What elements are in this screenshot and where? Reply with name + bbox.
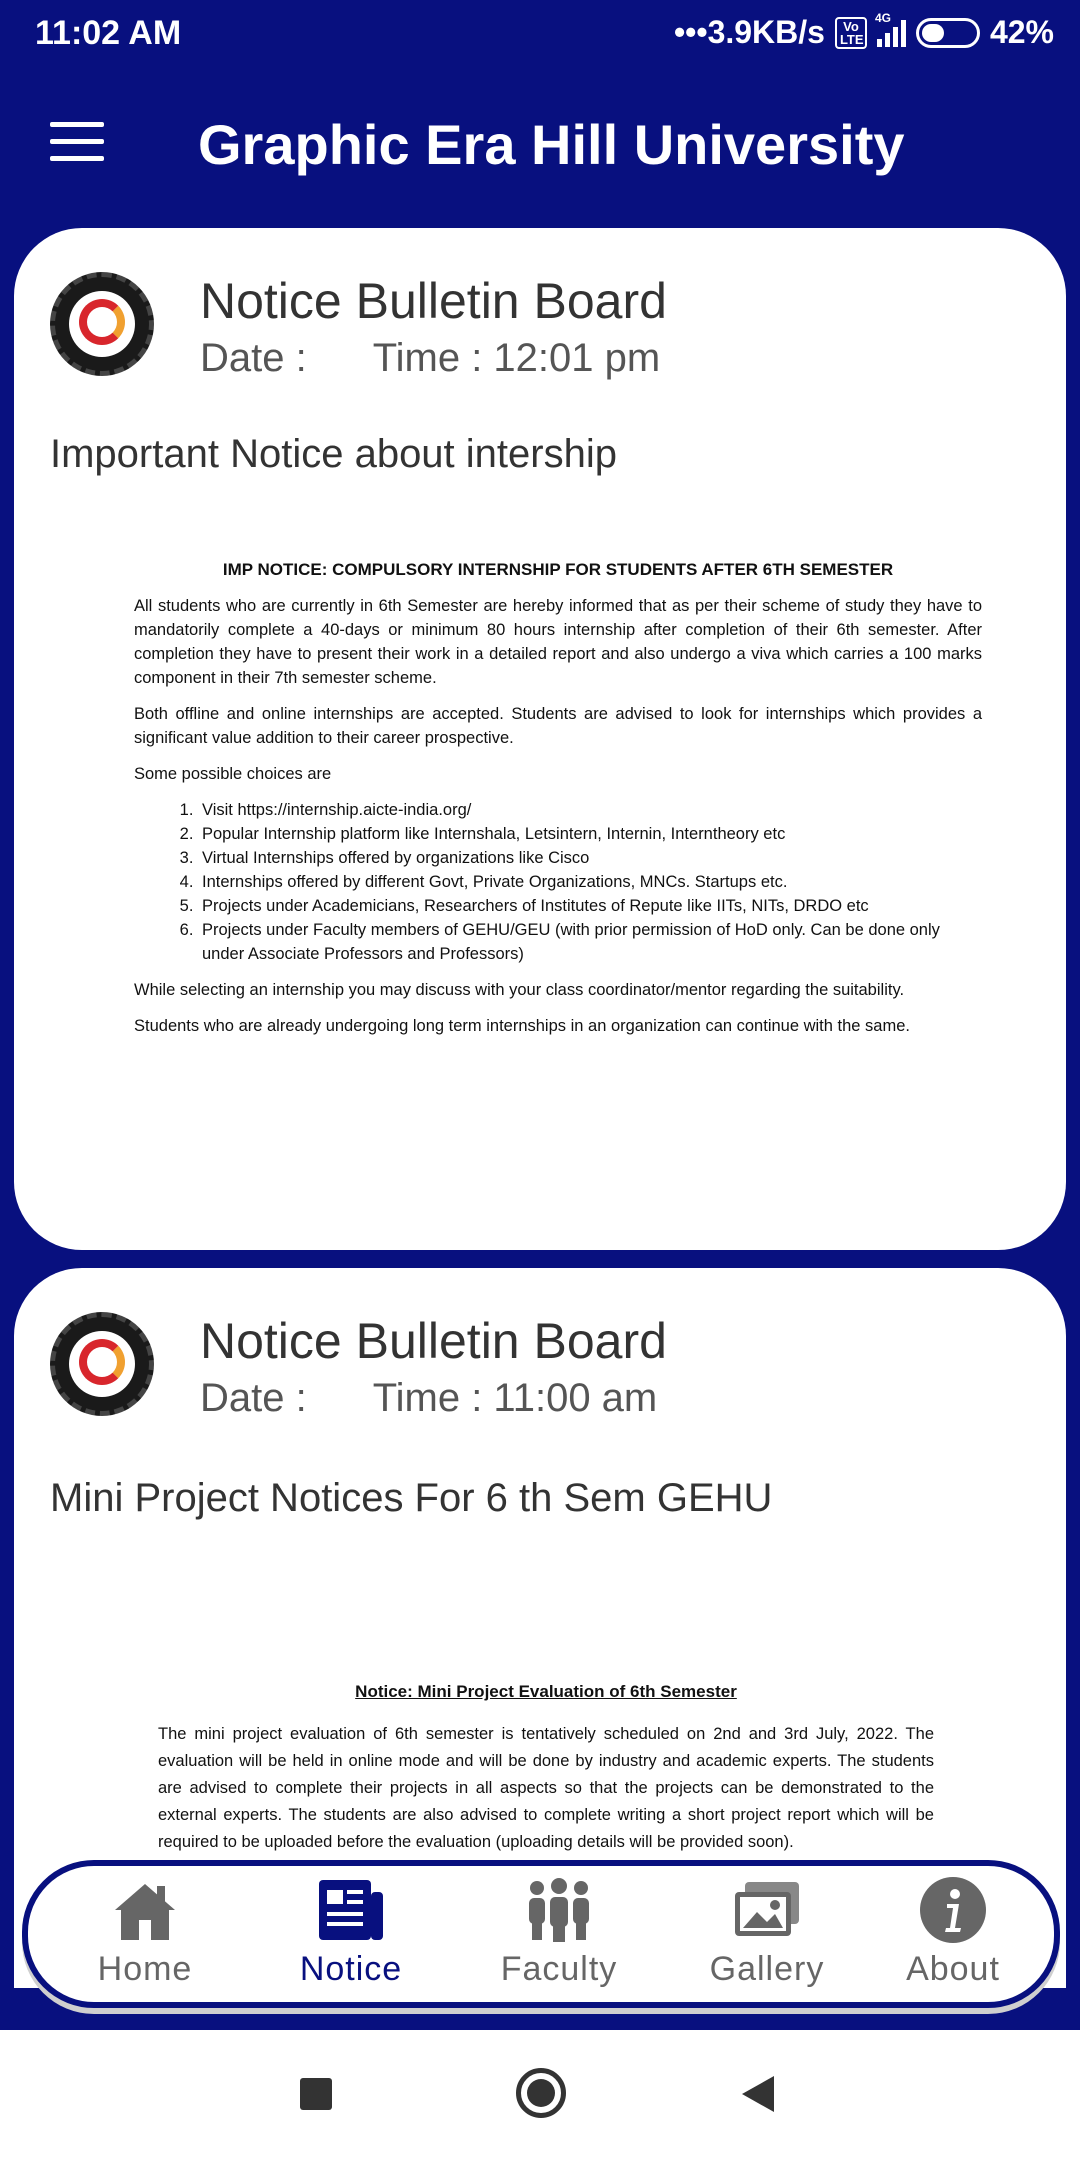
system-navigation-bar — [0, 2030, 1080, 2160]
people-icon — [523, 1874, 595, 1946]
notice-heading: Important Notice about intership — [50, 432, 617, 476]
document-choice-item: 6. Projects under Faculty members of GEHU/GEU (with prior permission of HoD only. Can be done only under Associate Professors and Professors) — [198, 918, 982, 966]
nav-home-label: Home — [97, 1950, 193, 1988]
document-choice-list — [198, 798, 982, 966]
university-logo — [50, 1312, 154, 1416]
document-title: IMP NOTICE: COMPULSORY INTERNSHIP FOR STUDENTS AFTER 6TH SEMESTER — [222, 560, 894, 579]
network-speed: •••3.9KB/s — [673, 14, 825, 50]
recents-icon[interactable] — [300, 2078, 332, 2110]
document-paragraph: All students who are currently in 6th Semester are hereby informed that as per their scheme of study they have to mandatorily complete a 40-days or minimum 80 hours internship after completion of their 6th semester. After completion they have to present their work in a detailed report and also undergo a viva which carries a 100 marks component in their 7th semester scheme. — [134, 597, 982, 687]
notice-card-title: Notice Bulletin Board — [200, 1313, 667, 1369]
notice-time: Time : 11:00 am — [372, 1376, 658, 1420]
app-title: Graphic Era Hill University — [198, 113, 905, 176]
newspaper-icon — [315, 1874, 387, 1946]
document-paragraph: Both offline and online internships are accepted. Students are advised to look for internships which provides a significant value addition to their career prospective. — [134, 705, 982, 747]
nav-notice-label: Notice — [299, 1950, 403, 1988]
document-paragraph: Students who are already undergoing long term internships in an organization can continue with the same. — [134, 1017, 910, 1035]
bottom-navigation — [22, 1860, 1060, 2008]
battery-icon — [916, 18, 980, 48]
nav-faculty[interactable] — [464, 1874, 654, 1989]
gallery-icon — [731, 1874, 803, 1946]
notice-date: Date : — [200, 1376, 307, 1420]
university-logo — [50, 272, 154, 376]
document-paragraph: The mini project evaluation of 6th semester is tentatively scheduled on 2nd and 3rd July, 2022. The evaluation will be held in online mode and will be done by industry and academic experts. The students are advised to complete their projects in all aspects so that the projects can be demonstrated to the external experts. The students are also advised to complete writing a short project report which will be required to be uploaded before the evaluation (uploading details will be provided soon). — [158, 1725, 934, 1851]
hamburger-menu-icon[interactable] — [50, 122, 104, 162]
document-choice-item: 2. Popular Internship platform like Internshala, Letsintern, Internin, Interntheory etc — [198, 822, 982, 846]
app-bar — [0, 66, 1080, 226]
document-choice-item: 3. Virtual Internships offered by organizations like Cisco — [198, 846, 982, 870]
notice-date: Date : — [200, 336, 307, 380]
info-icon — [917, 1874, 989, 1946]
network-type: 4G — [874, 10, 891, 25]
nav-faculty-label: Faculty — [500, 1950, 618, 1988]
document-paragraph: Some possible choices are — [134, 765, 332, 783]
notice-card-meta — [200, 336, 660, 381]
notice-card-meta — [200, 1376, 657, 1421]
notice-document-image[interactable] — [158, 1678, 934, 1868]
back-icon[interactable] — [742, 2076, 774, 2112]
nav-notice[interactable] — [256, 1874, 446, 1989]
status-bar — [0, 0, 1080, 66]
volte-icon: Vo LTE — [835, 17, 867, 49]
nav-about-label: About — [906, 1950, 1000, 1988]
nav-gallery-label: Gallery — [709, 1950, 825, 1988]
notice-heading: Mini Project Notices For 6 th Sem GEHU — [50, 1476, 773, 1520]
document-title: Notice: Mini Project Evaluation of 6th Semester — [355, 1682, 737, 1701]
notice-card-title: Notice Bulletin Board — [200, 273, 667, 329]
nav-gallery[interactable] — [672, 1874, 862, 1989]
document-choice-item: 1. Visit https://internship.aicte-india.org/ — [198, 798, 982, 822]
document-choice-item: 4. Internships offered by different Govt, Private Organizations, MNCs. Startups etc. — [198, 870, 982, 894]
nav-about[interactable] — [858, 1874, 1048, 1989]
signal-icon — [874, 10, 906, 47]
notice-time: Time : 12:01 pm — [372, 336, 661, 380]
nav-home[interactable] — [50, 1874, 240, 1989]
notice-card[interactable] — [14, 228, 1066, 1250]
notice-document-image[interactable] — [134, 558, 982, 1050]
document-paragraph: While selecting an internship you may discuss with your class coordinator/mentor regarding the suitability. — [134, 981, 905, 999]
document-choice-item: 5. Projects under Academicians, Researchers of Institutes of Repute like IITs, NITs, DRDO etc — [198, 894, 982, 918]
home-circle-icon[interactable] — [516, 2068, 566, 2118]
status-indicators — [673, 10, 1054, 51]
home-icon — [109, 1874, 181, 1946]
status-time: 11:02 AM — [35, 14, 182, 52]
battery-percent: 42% — [989, 14, 1054, 50]
